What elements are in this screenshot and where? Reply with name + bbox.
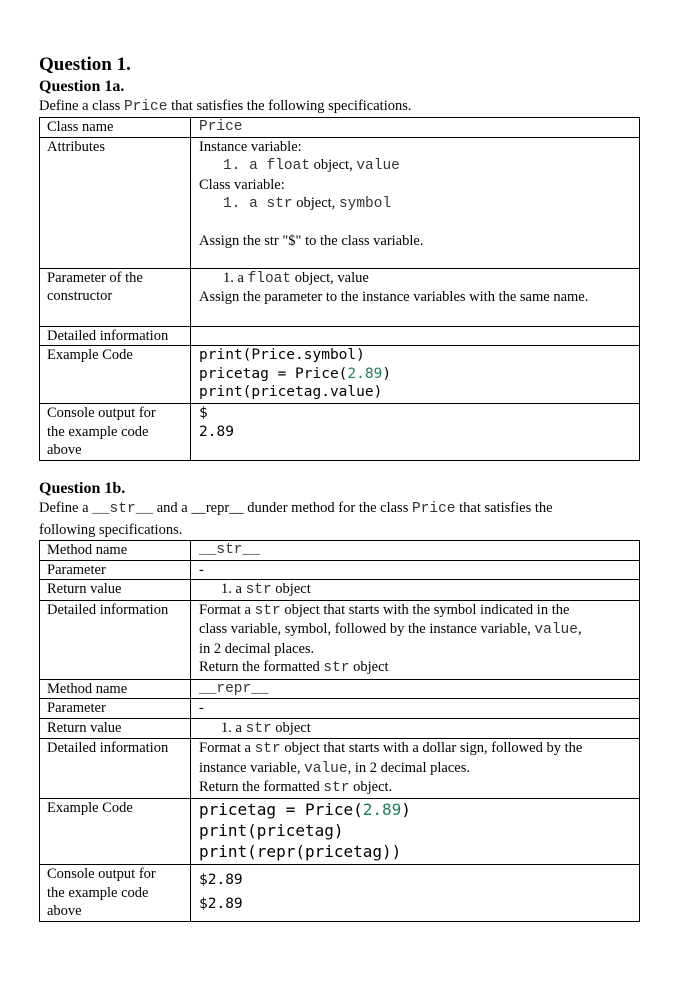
repr-method-value: __repr__ [191,679,640,699]
q1b-title: Question 1b. [39,480,126,497]
str-detail-label: Detailed information [40,600,191,679]
table-row [40,739,640,799]
str-param-value: - [191,560,640,580]
table-row [40,346,640,404]
str-method-value: __str__ [191,541,640,561]
example-code-label: Example Code [40,346,191,404]
str-return-value: 1. a str object [191,580,640,601]
repr-param-label: Parameter [40,699,191,719]
attributes-cell: Instance variable: 1. a float object, value Class variable: 1. a str object, symbol Assign the str "$" to the class variable. [191,137,640,268]
class-name-value: Price [191,118,640,138]
repr-return-label: Return value [40,718,191,739]
class-name-label: Class name [40,118,191,138]
table-row [40,799,640,865]
table-row [40,137,640,268]
table-row [40,699,640,719]
q1b-intro: Define a __str__ and a __repr__ dunder method for the class Price that satisfies the [39,500,553,517]
repr-detail-label: Detailed information [40,739,191,799]
table-row [40,268,640,326]
constructor-param-label: Parameter of the constructor [40,268,191,326]
table-row [40,404,640,461]
q1b-example-code-label: Example Code [40,799,191,865]
q1b-example-code-block: pricetag = Price(2.89) print(pricetag) print(repr(pricetag)) [191,799,640,865]
attributes-label: Attributes [40,137,191,268]
constructor-param-cell: 1. a float object, value Assign the parameter to the instance variables with the same name. [191,268,640,326]
console-output-label: Console output for the example code above [40,404,191,461]
q1b-console-output-block: $2.89 $2.89 [191,865,640,922]
table-row [40,865,640,922]
q1b-spec-table [39,540,640,922]
table-row [40,326,640,346]
str-param-label: Parameter [40,560,191,580]
table-row [40,580,640,601]
repr-detail-cell: Format a str object that starts with a dollar sign, followed by the instance variable, value, in 2 decimal places. Return the formatted str object. [191,739,640,799]
table-row [40,118,640,138]
table-row [40,560,640,580]
example-code-block: print(Price.symbol) pricetag = Price(2.89) print(pricetag.value) [191,346,640,404]
str-method-label: Method name [40,541,191,561]
q1b-console-output-label: Console output for the example code above [40,865,191,922]
table-row [40,679,640,699]
str-return-label: Return value [40,580,191,601]
repr-return-value: 1. a str object [191,718,640,739]
table-row [40,541,640,561]
table-row [40,600,640,679]
repr-method-label: Method name [40,679,191,699]
str-detail-cell: Format a str object that starts with the symbol indicated in the class variable, symbol, followed by the instance variable, value, in 2 decimal places. Return the formatted str object [191,600,640,679]
q1b-intro-line2: following specifications. [39,522,183,538]
page-heading: Question 1. [39,54,131,75]
console-output-block: $ 2.89 [191,404,640,461]
q1a-spec-table [39,117,640,461]
table-row [40,718,640,739]
repr-param-value: - [191,699,640,719]
q1a-title: Question 1a. [39,78,125,95]
q1a-intro: Define a class Price that satisfies the following specifications. [39,98,412,115]
detailed-info-label: Detailed information [40,326,191,346]
